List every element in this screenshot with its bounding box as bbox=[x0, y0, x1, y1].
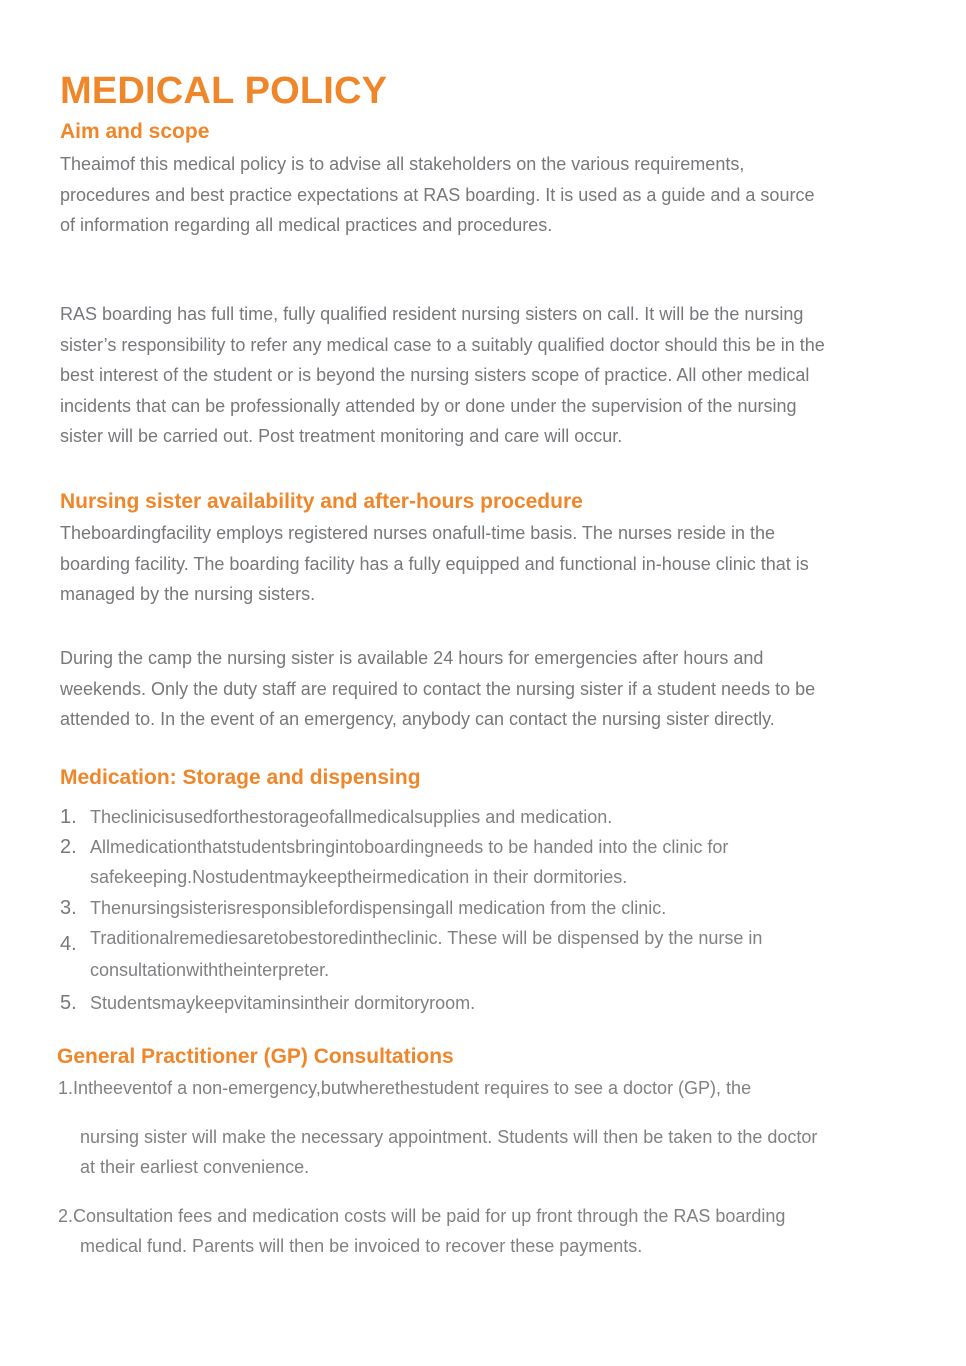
list-text: Thenursingsisterisresponsiblefordispensingall medication from the clinic. bbox=[90, 898, 667, 918]
list-text: Traditionalremediesaretobestoredintheclinic. These will be dispensed by the nurse in bbox=[90, 928, 763, 948]
text-line: incidents that can be professionally attended by or done under the supervision of the nursing bbox=[60, 395, 797, 416]
text-line: best interest of the student or is beyond the nursing sisters scope of practice. All other medical bbox=[60, 365, 810, 385]
availability-paragraph-1 bbox=[60, 518, 809, 610]
list-number: 2. bbox=[60, 836, 77, 858]
text-line: of information regarding all medical practices and procedures. bbox=[60, 215, 553, 235]
heading-medication: Medication: Storage and dispensing bbox=[60, 766, 421, 789]
availability-paragraph-2 bbox=[60, 643, 815, 735]
text-line: Theboardingfacility employs registered nurses onafull-time basis. The nurses reside in the bbox=[60, 523, 776, 543]
medication-list-item bbox=[0, 802, 900, 832]
medication-list-item bbox=[0, 923, 900, 987]
text-line: boarding facility. The boarding facility has a fully equipped and functional in-house clinic that is bbox=[60, 553, 809, 574]
list-number: 5. bbox=[60, 992, 77, 1014]
list-number: 1. bbox=[60, 806, 77, 828]
aim-scope-paragraph-1 bbox=[60, 149, 814, 241]
text-line: managed by the nursing sisters. bbox=[60, 584, 316, 604]
text-line: procedures and best practice expectations at RAS boarding. It is used as a guide and a source bbox=[60, 184, 815, 205]
page-title: MEDICAL POLICY bbox=[60, 70, 388, 112]
text-line: weekends. Only the duty staff are required to contact the nursing sister if a student needs to be bbox=[60, 678, 816, 699]
text-line: sister’s responsibility to refer any medical case to a suitably qualified doctor should this be in the bbox=[60, 334, 825, 355]
gp-item-1-first-line: 1.Intheeventof a non-emergency,butwherethestudent requires to see a doctor (GP), the bbox=[58, 1078, 752, 1098]
gp-item-2-first-line: 2.Consultation fees and medication costs will be paid for up front through the RAS boarding bbox=[58, 1206, 786, 1226]
list-text: Theclinicisusedforthestorageofallmedicalsupplies and medication. bbox=[90, 807, 613, 827]
list-text: consultationwiththeinterpreter. bbox=[90, 960, 330, 980]
text-line: During the camp the nursing sister is available 24 hours for emergencies after hours and bbox=[60, 648, 764, 668]
list-text: Allmedicationthatstudentsbringintoboardingneeds to be handed into the clinic for bbox=[90, 837, 729, 857]
text-line: attended to. In the event of an emergency, anybody can contact the nursing sister directly. bbox=[60, 709, 775, 729]
heading-aim-scope: Aim and scope bbox=[60, 120, 210, 143]
medication-list-item bbox=[0, 893, 900, 923]
list-number: 4. bbox=[60, 933, 77, 955]
heading-gp-consultations: General Practitioner (GP) Consultations bbox=[57, 1045, 454, 1068]
gp-item-1-continuation: nursing sister will make the necessary appointment. Students will then be taken to the doctor bbox=[80, 1127, 818, 1147]
list-number: 3. bbox=[60, 897, 77, 919]
gp-item-1-continuation: at their earliest convenience. bbox=[80, 1157, 310, 1177]
medication-list-item bbox=[0, 988, 900, 1018]
heading-availability: Nursing sister availability and after-hours procedure bbox=[60, 490, 583, 513]
gp-item-2-continuation: medical fund. Parents will then be invoiced to recover these payments. bbox=[80, 1236, 643, 1256]
text-line: RAS boarding has full time, fully qualified resident nursing sisters on call. It will be the nursing bbox=[60, 304, 804, 324]
list-text: safekeeping.Nostudentmaykeeptheirmedication in their dormitories. bbox=[90, 867, 628, 887]
list-text: Studentsmaykeepvitaminsintheir dormitoryroom. bbox=[90, 993, 476, 1013]
text-line: sister will be carried out. Post treatment monitoring and care will occur. bbox=[60, 426, 623, 446]
aim-scope-paragraph-2 bbox=[60, 299, 825, 452]
medication-list-item bbox=[0, 832, 900, 893]
text-line: Theaimof this medical policy is to advise all stakeholders on the various requirements, bbox=[60, 154, 745, 174]
